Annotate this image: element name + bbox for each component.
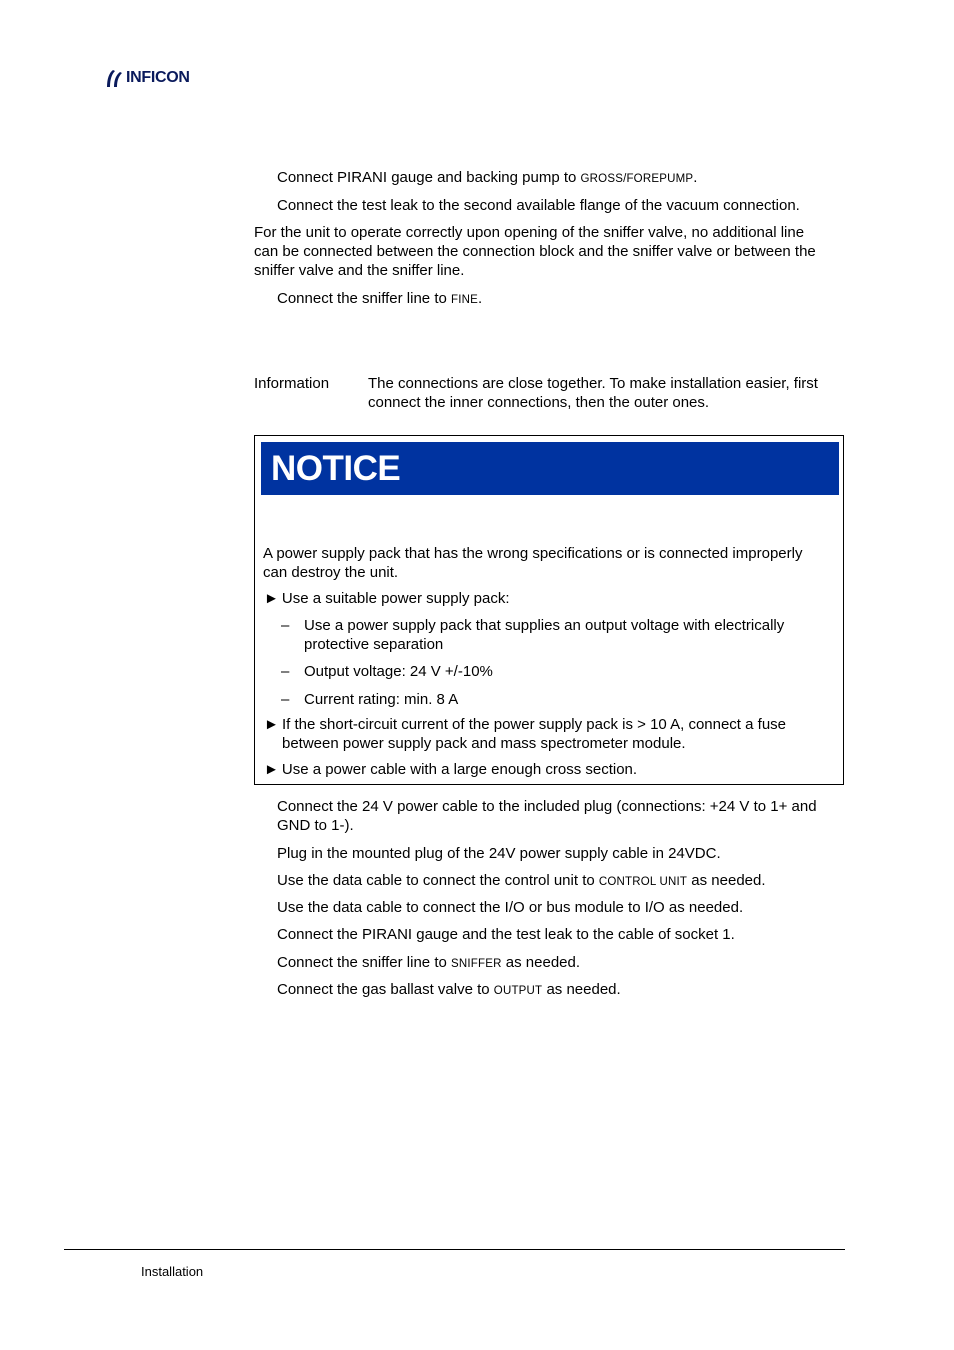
notice-subitem-text: Output voltage: 24 V +/-10% — [304, 663, 493, 680]
notice-subitem-voltage — [281, 662, 493, 681]
step-text-end: as needed. — [687, 872, 766, 889]
step-connect-power-cable — [277, 797, 817, 835]
step-gas-ballast — [277, 980, 621, 1001]
step-line: GND to 1-). — [277, 817, 354, 834]
step-text-end: . — [693, 169, 698, 186]
step-text: Connect the sniffer line to — [277, 954, 451, 971]
operation-note — [254, 223, 854, 280]
label-sniffer: SNIFFER — [451, 958, 502, 970]
step-io-module: Use the data cable to connect the I/O or bus module to I/O as needed. — [277, 899, 744, 916]
step-connect-sniffer-fine — [277, 289, 482, 310]
inficon-logo — [104, 66, 190, 90]
notice-intro-line: can destroy the unit. — [263, 564, 399, 581]
notice-subitem-line: Use a power supply pack that supplies an output voltage with electrically — [304, 617, 785, 634]
dash-bullet: – — [281, 691, 290, 708]
inficon-logo-icon — [104, 67, 124, 89]
step-text-end: as needed. — [501, 954, 581, 971]
notice-intro-line: A power supply pack that has the wrong specifications or is connected improperly — [263, 545, 803, 562]
information-text — [368, 374, 818, 412]
notice-item-cable — [264, 760, 637, 779]
notice-item-text: Use a suitable power supply pack: — [281, 590, 510, 607]
notice-subitem-current — [281, 690, 459, 709]
paragraph-line: For the unit to operate correctly upon opening of the sniffer valve, no additional line — [254, 224, 805, 241]
step-text: Use the data cable to connect the control unit to — [277, 872, 599, 889]
information-line: connect the inner connections, then the outer ones. — [368, 394, 710, 411]
information-line: The connections are close together. To make installation easier, first — [368, 375, 818, 392]
step-connect-test-leak — [277, 196, 800, 215]
label-fine: FINE — [451, 294, 478, 306]
step-text: Connect PIRANI gauge and backing pump to — [277, 169, 581, 186]
information-label: Information — [254, 375, 330, 392]
label-gross-forepump: GROSS/FOREPUMP — [580, 173, 694, 185]
step-connect-pirani — [277, 168, 697, 189]
arrow-bullet-icon: ► — [264, 590, 279, 607]
arrow-bullet-icon: ► — [264, 716, 279, 733]
step-control-unit — [277, 871, 766, 892]
notice-item-suitable-pack — [264, 589, 509, 608]
dash-bullet: – — [281, 617, 290, 634]
step-plug-in: Plug in the mounted plug of the 24V power supply cable in 24VDC. — [277, 845, 721, 862]
paragraph-line: can be connected between the connection block and the sniffer valve or between the — [254, 243, 816, 260]
arrow-bullet-icon: ► — [264, 761, 279, 778]
step-text-end: . — [478, 290, 483, 307]
step-line: Connect the 24 V power cable to the included plug (connections: +24 V to 1+ and — [277, 798, 817, 815]
label-control-unit: CONTROL UNIT — [598, 876, 688, 888]
notice-subitem-line: protective separation — [304, 636, 444, 653]
paragraph-line: sniffer valve and the sniffer line. — [254, 262, 465, 279]
step-text: Connect the sniffer line to — [277, 290, 451, 307]
notice-item-text: Use a power cable with a large enough cross section. — [281, 761, 638, 778]
step-socket-1: Connect the PIRANI gauge and the test leak to the cable of socket 1. — [277, 926, 735, 943]
notice-subitem-text: Current rating: min. 8 A — [304, 691, 459, 708]
label-output: OUTPUT — [493, 985, 543, 997]
step-text: Connect the gas ballast valve to — [277, 981, 494, 998]
dash-bullet: – — [281, 663, 290, 680]
step-text-end: as needed. — [542, 981, 621, 998]
footer-divider — [64, 1249, 845, 1250]
logo-text: INFICON — [126, 69, 190, 86]
notice-item-line: between power supply pack and mass spectrometer module. — [282, 735, 686, 752]
notice-item-line: If the short-circuit current of the power supply pack is > 10 A, connect a fuse — [282, 716, 787, 733]
step-sniffer — [277, 953, 580, 974]
step-text: Connect the test leak to the second available flange of the vacuum connection. — [277, 197, 800, 214]
notice-title: NOTICE — [271, 449, 401, 488]
footer-section: Installation — [141, 1264, 204, 1279]
notice-intro — [263, 544, 802, 582]
